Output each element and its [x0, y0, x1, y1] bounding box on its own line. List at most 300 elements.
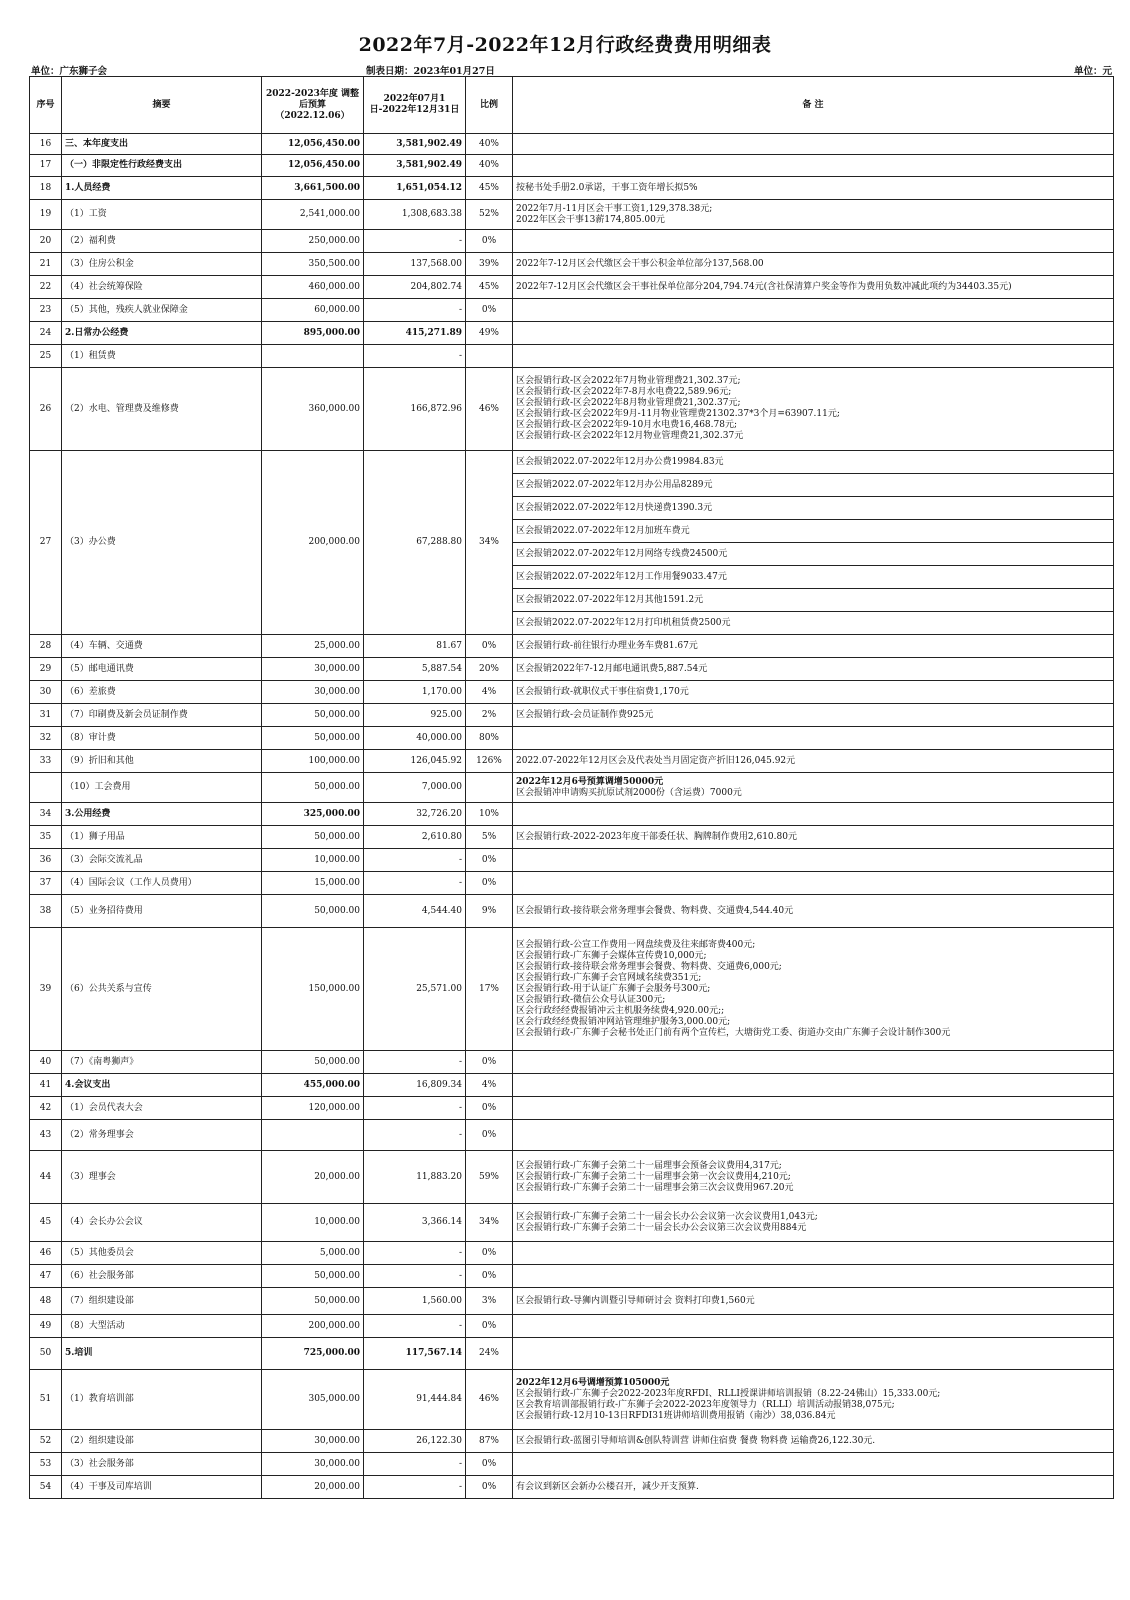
remark-line: 区会报销2022.07-2022年12月办公用品8289元: [516, 479, 713, 490]
row-number: 25: [30, 345, 62, 368]
row-remark: [513, 1265, 1114, 1288]
row-actual: -: [364, 1097, 466, 1120]
row-budget: 350,500.00: [262, 253, 364, 276]
row-number: 49: [30, 1315, 62, 1338]
row-budget: 305,000.00: [262, 1370, 364, 1430]
table-row: [30, 1120, 1114, 1151]
row-number: 40: [30, 1051, 62, 1074]
row-ratio: 0%: [466, 872, 513, 895]
remark-line: 区会报销2022.07-2022年12月打印机租赁费2500元: [516, 617, 731, 628]
row-actual: 16,809.34: [364, 1074, 466, 1097]
header-remark: 备 注: [513, 77, 1114, 134]
row-budget: 895,000.00: [262, 322, 364, 345]
table-row: [30, 928, 1114, 1051]
row-actual: 2,610.80: [364, 826, 466, 849]
row-remark: [513, 299, 1114, 322]
table-row: [30, 1370, 1114, 1430]
row-remark: [513, 1430, 1114, 1453]
row-number: 30: [30, 681, 62, 704]
row-remark: [513, 177, 1114, 200]
row-number: 20: [30, 230, 62, 253]
row-summary: （4）会长办公会议: [62, 1204, 262, 1242]
row-ratio: 0%: [466, 849, 513, 872]
remark-line: 区会报销2022.07-2022年12月办公费19984.83元: [516, 456, 724, 467]
row-number: 53: [30, 1453, 62, 1476]
row-ratio: [466, 773, 513, 803]
remark-line: 2022年12月6号调增预算105000元: [516, 1377, 670, 1388]
row-actual: 1,651,054.12: [364, 177, 466, 200]
row-summary: （4）社会统筹保险: [62, 276, 262, 299]
row-number: 21: [30, 253, 62, 276]
row-summary: 2.日常办公经费: [62, 322, 262, 345]
remark-line: 区会报销行政-广东狮子会媒体宣传费10,000元;: [516, 950, 707, 961]
remark-line: 区会报销行政-区会2022年7月物业管理费21,302.37元;: [516, 376, 741, 386]
remark-line: 区会报销行政-公宣工作费用一网盘续费及往来邮寄费400元;: [516, 939, 756, 950]
row-ratio: 0%: [466, 1476, 513, 1499]
row-actual: -: [364, 345, 466, 368]
table-row: [30, 155, 1114, 177]
row-budget: 20,000.00: [262, 1151, 364, 1204]
row-remark: [513, 1204, 1114, 1242]
row-ratio: [466, 345, 513, 368]
row-number: 36: [30, 849, 62, 872]
row-summary: （1）教育培训部: [62, 1370, 262, 1430]
row-number: 42: [30, 1097, 62, 1120]
table-row: [30, 1453, 1114, 1476]
document-title: 2022年7月-2022年12月行政经费费用明细表: [358, 34, 772, 56]
table-row: [30, 451, 1114, 474]
table-row: [30, 872, 1114, 895]
table-row: [30, 803, 1114, 826]
row-actual: 204,802.74: [364, 276, 466, 299]
row-summary: （5）其他委员会: [62, 1242, 262, 1265]
row-summary: （4）国际会议（工作人员费用）: [62, 872, 262, 895]
table-row: [30, 134, 1114, 155]
row-actual: -: [364, 872, 466, 895]
remark-line: 区会行政经经费报销冲云主机服务续费4,920.00元;;: [516, 1005, 725, 1016]
row-number: 46: [30, 1242, 62, 1265]
row-ratio: 0%: [466, 1453, 513, 1476]
row-summary: （7）《南粤狮声》: [62, 1051, 262, 1074]
row-summary: （5）业务招待费用: [62, 895, 262, 928]
row-number: 51: [30, 1370, 62, 1430]
row-actual: 126,045.92: [364, 750, 466, 773]
remark-line: 区会报销行政-前往银行办理业务车费81.67元: [516, 640, 698, 651]
row-budget: 250,000.00: [262, 230, 364, 253]
row-actual: 4,544.40: [364, 895, 466, 928]
row-budget: [262, 345, 364, 368]
remark-line: 区会报销行政-导狮内训暨引导师研讨会 资料打印费1,560元: [516, 1295, 755, 1306]
row-actual: 3,366.14: [364, 1204, 466, 1242]
row-remark: [513, 750, 1114, 773]
table-row: [30, 1315, 1114, 1338]
header-budget: 2022-2023年度 调整后预算（2022.12.06）: [262, 77, 364, 134]
row-budget: 3,661,500.00: [262, 177, 364, 200]
row-summary: （6）社会服务部: [62, 1265, 262, 1288]
remark-line: 区会报销行政-广东狮子会秘书处正门前有两个宣传栏，大塘街党工委、街道办交由广东狮子会设计制作300元: [516, 1027, 951, 1038]
row-number: 34: [30, 803, 62, 826]
row-ratio: 0%: [466, 1315, 513, 1338]
remark-line: 2022年12月6号预算调增50000元: [516, 776, 664, 787]
row-ratio: 20%: [466, 658, 513, 681]
row-budget: 325,000.00: [262, 803, 364, 826]
row-remark: [513, 276, 1114, 299]
report-date: 制表日期：2023年01月27日: [366, 66, 495, 77]
row-actual: -: [364, 1051, 466, 1074]
row-budget: 460,000.00: [262, 276, 364, 299]
row-ratio: 0%: [466, 635, 513, 658]
remark-line: 按秘书处手册2.0承诺，干事工资年增长拟5%: [516, 182, 698, 193]
remark-line: 区会报销2022.07-2022年12月网络专线费24500元: [516, 548, 728, 559]
row-summary: （2）水电、管理费及维修费: [62, 368, 262, 451]
row-remark: [513, 134, 1114, 155]
row-summary: （8）审计费: [62, 727, 262, 750]
remark-line: 区会报销行政-2022-2023年度干部委任状、胸牌制作费用2,610.80元: [516, 831, 797, 842]
table-row: [30, 1288, 1114, 1315]
row-budget: 200,000.00: [262, 451, 364, 635]
row-summary: 4.会议支出: [62, 1074, 262, 1097]
row-actual: 1,308,683.38: [364, 200, 466, 230]
row-actual: -: [364, 849, 466, 872]
row-ratio: 40%: [466, 134, 513, 155]
row-number: 41: [30, 1074, 62, 1097]
row-budget: 150,000.00: [262, 928, 364, 1051]
row-number: 33: [30, 750, 62, 773]
row-summary: （3）理事会: [62, 1151, 262, 1204]
table-row: [30, 750, 1114, 773]
row-summary: （3）办公费: [62, 451, 262, 635]
row-number: 28: [30, 635, 62, 658]
table-row: [30, 658, 1114, 681]
row-budget: 2,541,000.00: [262, 200, 364, 230]
row-actual: 26,122.30: [364, 1430, 466, 1453]
row-remark: [513, 773, 1114, 803]
row-remark: [513, 1370, 1114, 1430]
row-ratio: 9%: [466, 895, 513, 928]
remark-line: 区会报销行政-会员证制作费925元: [516, 709, 654, 720]
row-budget: 725,000.00: [262, 1338, 364, 1370]
row-summary: （2）组织建设部: [62, 1430, 262, 1453]
header-no: 序号: [30, 77, 62, 134]
row-summary: （7）组织建设部: [62, 1288, 262, 1315]
row-summary: （3）住房公积金: [62, 253, 262, 276]
row-budget: 60,000.00: [262, 299, 364, 322]
row-summary: （一）非限定性行政经费支出: [62, 155, 262, 177]
row-actual: -: [364, 299, 466, 322]
table-row: [30, 895, 1114, 928]
table-row: [30, 826, 1114, 849]
row-remark: [513, 1288, 1114, 1315]
header-summary: 摘要: [62, 77, 262, 134]
row-number: 39: [30, 928, 62, 1051]
row-remark: [513, 155, 1114, 177]
remark-line: 区会报销2022.07-2022年12月加班车费元: [516, 525, 690, 536]
row-number: 47: [30, 1265, 62, 1288]
row-remark: [513, 474, 1114, 497]
row-ratio: 3%: [466, 1288, 513, 1315]
row-actual: 117,567.14: [364, 1338, 466, 1370]
row-ratio: 40%: [466, 155, 513, 177]
row-remark: [513, 230, 1114, 253]
row-budget: 12,056,450.00: [262, 134, 364, 155]
row-number: 29: [30, 658, 62, 681]
row-remark: [513, 368, 1114, 451]
row-number: 23: [30, 299, 62, 322]
row-budget: 50,000.00: [262, 1051, 364, 1074]
remark-line: 区会报销行政-广东狮子会第二十一届理事会第三次会议费用967.20元: [516, 1182, 794, 1193]
row-summary: （1）工资: [62, 200, 262, 230]
row-summary: （1）狮子用品: [62, 826, 262, 849]
row-actual: 3,581,902.49: [364, 134, 466, 155]
row-remark: [513, 253, 1114, 276]
row-remark: [513, 1242, 1114, 1265]
row-ratio: 45%: [466, 177, 513, 200]
table-row: [30, 253, 1114, 276]
row-budget: 10,000.00: [262, 1204, 364, 1242]
row-remark: [513, 849, 1114, 872]
row-number: 54: [30, 1476, 62, 1499]
row-number: 31: [30, 704, 62, 727]
row-summary: （5）其他，残疾人就业保障金: [62, 299, 262, 322]
row-ratio: 5%: [466, 826, 513, 849]
row-number: 24: [30, 322, 62, 345]
row-remark: [513, 635, 1114, 658]
remark-line: 区会报销2022.07-2022年12月快递费1390.3元: [516, 502, 713, 513]
remark-line: 区会报销行政-12月10-13日RFDI31班讲师培训费用报销（南沙）38,036.84元: [516, 1410, 836, 1421]
table-row: [30, 299, 1114, 322]
row-number: 17: [30, 155, 62, 177]
remark-line: 区会报销行政-区会2022年7-8月水电费22,589.96元;: [516, 387, 732, 397]
remark-line: 2022年7月-11月区会干事工资1,129,378.38元;: [516, 203, 713, 214]
row-budget: 5,000.00: [262, 1242, 364, 1265]
row-number: 35: [30, 826, 62, 849]
table-row: [30, 1476, 1114, 1499]
table-row: [30, 1204, 1114, 1242]
remark-line: 区会报销行政-广东狮子会第二十一届理事会预备会议费用4,317元;: [516, 1160, 782, 1171]
row-budget: 10,000.00: [262, 849, 364, 872]
row-number: 18: [30, 177, 62, 200]
table-body: [30, 134, 1114, 1499]
row-budget: 120,000.00: [262, 1097, 364, 1120]
table-row: [30, 1265, 1114, 1288]
remark-line: 区会报销行政-广东狮子会官网域名续费351元;: [516, 972, 702, 983]
row-ratio: 49%: [466, 322, 513, 345]
row-remark: [513, 1338, 1114, 1370]
row-ratio: 52%: [466, 200, 513, 230]
row-remark: [513, 200, 1114, 230]
table-row: [30, 368, 1114, 451]
row-actual: 11,883.20: [364, 1151, 466, 1204]
row-budget: 15,000.00: [262, 872, 364, 895]
row-number: 32: [30, 727, 62, 750]
row-actual: -: [364, 1265, 466, 1288]
row-actual: 40,000.00: [364, 727, 466, 750]
row-remark: [513, 1120, 1114, 1151]
row-remark: [513, 345, 1114, 368]
row-summary: 5.培训: [62, 1338, 262, 1370]
row-remark: [513, 803, 1114, 826]
row-summary: （5）邮电通讯费: [62, 658, 262, 681]
remark-line: 区会教育培训部报销行政-广东狮子会2022-2023年度领导力（RLLI）培训活动报销38,075元;: [516, 1399, 895, 1410]
row-actual: 7,000.00: [364, 773, 466, 803]
row-number: 52: [30, 1430, 62, 1453]
row-budget: 25,000.00: [262, 635, 364, 658]
row-ratio: 87%: [466, 1430, 513, 1453]
row-actual: 137,568.00: [364, 253, 466, 276]
table-row: [30, 727, 1114, 750]
row-summary: 3.公用经费: [62, 803, 262, 826]
row-summary: （8）大型活动: [62, 1315, 262, 1338]
row-remark: [513, 543, 1114, 566]
table-row: [30, 849, 1114, 872]
table-row: [30, 276, 1114, 299]
table-row: [30, 1151, 1114, 1204]
table-row: [30, 345, 1114, 368]
remark-line: 区会报销冲申请购买抗原试剂2000份（含运费）7000元: [516, 787, 742, 798]
row-budget: 50,000.00: [262, 895, 364, 928]
row-summary: （3）会际交流礼品: [62, 849, 262, 872]
row-number: 48: [30, 1288, 62, 1315]
table-row: [30, 1338, 1114, 1370]
row-actual: -: [364, 1120, 466, 1151]
remark-line: 区会报销2022.07-2022年12月其他1591.2元: [516, 594, 704, 605]
row-number: 44: [30, 1151, 62, 1204]
remark-line: 区会报销行政-微信公众号认证300元;: [516, 994, 666, 1005]
unit-label-left: 单位：广东狮子会: [31, 66, 108, 77]
row-remark: [513, 612, 1114, 635]
table-row: [30, 322, 1114, 345]
table-row: [30, 200, 1114, 230]
row-ratio: 4%: [466, 1074, 513, 1097]
row-ratio: 0%: [466, 1051, 513, 1074]
row-ratio: 126%: [466, 750, 513, 773]
row-ratio: 0%: [466, 299, 513, 322]
row-budget: 50,000.00: [262, 1288, 364, 1315]
table-row: [30, 635, 1114, 658]
row-summary: （4）干事及司库培训: [62, 1476, 262, 1499]
row-summary: （3）社会服务部: [62, 1453, 262, 1476]
row-budget: 20,000.00: [262, 1476, 364, 1499]
table-row: [30, 1097, 1114, 1120]
row-number: 43: [30, 1120, 62, 1151]
row-remark: [513, 928, 1114, 1051]
row-budget: 30,000.00: [262, 1430, 364, 1453]
row-budget: 50,000.00: [262, 704, 364, 727]
row-ratio: 46%: [466, 368, 513, 451]
table-row: [30, 704, 1114, 727]
row-budget: 12,056,450.00: [262, 155, 364, 177]
row-budget: 455,000.00: [262, 1074, 364, 1097]
row-number: 50: [30, 1338, 62, 1370]
remark-line: 区会报销行政-广东狮子会2022-2023年度RFDI、RLLI授课讲师培训报销（8.22-24佛山）15,333.00元;: [516, 1388, 941, 1399]
row-remark: [513, 872, 1114, 895]
remark-line: 2022年7-12月区会代缴区会干事公积金单位部分137,568.00: [516, 258, 764, 269]
table-row: [30, 1051, 1114, 1074]
row-budget: 50,000.00: [262, 773, 364, 803]
row-remark: [513, 1476, 1114, 1499]
row-ratio: 34%: [466, 451, 513, 635]
row-budget: 50,000.00: [262, 727, 364, 750]
row-ratio: 0%: [466, 230, 513, 253]
row-summary: （7）印刷费及新会员证制作费: [62, 704, 262, 727]
row-actual: -: [364, 1476, 466, 1499]
table-row: [30, 1242, 1114, 1265]
remark-line: 区会报销行政-区会2022年8月物业管理费21,302.37元;: [516, 398, 741, 408]
row-number: 19: [30, 200, 62, 230]
row-actual: 1,560.00: [364, 1288, 466, 1315]
remark-line: 区会报销2022年7-12月邮电通讯费5,887.54元: [516, 663, 708, 674]
remark-line: 区会报销行政-广东狮子会第二十一届理事会第一次会议费用4,210元;: [516, 1171, 791, 1182]
row-budget: 200,000.00: [262, 1315, 364, 1338]
row-number: [30, 773, 62, 803]
row-actual: 3,581,902.49: [364, 155, 466, 177]
remark-line: 有会议到新区会新办公楼召开，减少开支预算.: [516, 1481, 699, 1492]
row-remark: [513, 322, 1114, 345]
row-remark: [513, 1151, 1114, 1204]
row-budget: 50,000.00: [262, 1265, 364, 1288]
remark-line: 2022.07-2022年12月区会及代表处当月固定资产折旧126,045.92元: [516, 755, 796, 766]
row-remark: [513, 1074, 1114, 1097]
row-summary: （6）公共关系与宣传: [62, 928, 262, 1051]
row-ratio: 59%: [466, 1151, 513, 1204]
row-summary: 1.人员经费: [62, 177, 262, 200]
row-remark: [513, 1453, 1114, 1476]
remark-line: 区会报销行政-蓝图引导师培训&创队特训营 讲师住宿费 餐费 物料费 运输费26,122.30元.: [516, 1435, 876, 1446]
row-budget: 50,000.00: [262, 826, 364, 849]
row-remark: [513, 1315, 1114, 1338]
row-actual: -: [364, 1242, 466, 1265]
row-actual: -: [364, 1453, 466, 1476]
row-summary: （2）福利费: [62, 230, 262, 253]
row-ratio: 45%: [466, 276, 513, 299]
row-remark: [513, 704, 1114, 727]
row-summary: （4）车辆、交通费: [62, 635, 262, 658]
row-remark: [513, 658, 1114, 681]
row-summary: （6）差旅费: [62, 681, 262, 704]
remark-line: 2022年7-12月区会代缴区会干事社保单位部分204,794.74元(含社保清算户奖金等作为费用负数冲减此项约为34403.35元): [516, 281, 1012, 292]
row-actual: 415,271.89: [364, 322, 466, 345]
row-budget: 360,000.00: [262, 368, 364, 451]
row-ratio: 17%: [466, 928, 513, 1051]
row-remark: [513, 681, 1114, 704]
row-ratio: 34%: [466, 1204, 513, 1242]
row-remark: [513, 520, 1114, 543]
table-row: [30, 230, 1114, 253]
row-actual: 25,571.00: [364, 928, 466, 1051]
row-remark: [513, 497, 1114, 520]
row-actual: 81.67: [364, 635, 466, 658]
row-remark: [513, 451, 1114, 474]
row-actual: 925.00: [364, 704, 466, 727]
row-number: 27: [30, 451, 62, 635]
table-row: [30, 177, 1114, 200]
row-actual: 91,444.84: [364, 1370, 466, 1430]
remark-line: 区会行政经经费报销冲网站管理维护服务3,000.00元;: [516, 1016, 731, 1027]
row-ratio: 0%: [466, 1242, 513, 1265]
row-summary: 三、本年度支出: [62, 134, 262, 155]
row-remark: [513, 727, 1114, 750]
remark-line: 2022年区会干事13薪174,805.00元: [516, 214, 665, 225]
table-header-row: [30, 77, 1114, 134]
row-budget: 30,000.00: [262, 681, 364, 704]
row-budget: 100,000.00: [262, 750, 364, 773]
row-remark: [513, 1051, 1114, 1074]
row-remark: [513, 895, 1114, 928]
row-budget: [262, 1120, 364, 1151]
expense-table: [29, 76, 1114, 1499]
row-number: 45: [30, 1204, 62, 1242]
remark-line: 区会报销行政-广东狮子会第二十一届会长办公会议第三次会议费用884元: [516, 1222, 807, 1233]
